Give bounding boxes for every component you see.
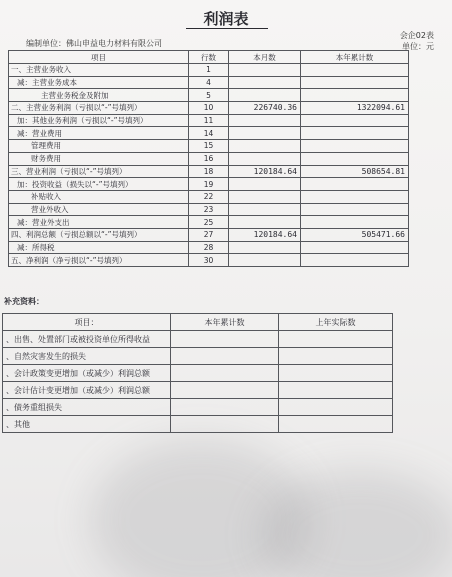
row-line-number: 18 [189, 165, 229, 178]
column-header-ytd: 本年累计数 [301, 51, 409, 64]
row-ytd-value [301, 203, 409, 216]
table-row [9, 64, 409, 77]
column-header-prior-year: 上年实际数 [279, 314, 393, 331]
column-header-ytd: 本年累计数 [171, 314, 279, 331]
column-header-month: 本月数 [229, 51, 301, 64]
row-item: 四、利润总额（亏损总额以“-”号填列） [9, 228, 189, 241]
table-row [9, 152, 409, 165]
table-header-row [3, 314, 393, 331]
document-title: 利润表 [203, 10, 249, 28]
table-row [9, 254, 409, 267]
row-line-number: 1 [189, 64, 229, 77]
row-prior-year-value [279, 348, 393, 365]
table-row [9, 140, 409, 153]
table-row [9, 114, 409, 127]
row-item: 、出售、处置部门或被投资单位所得收益 [3, 331, 171, 348]
table-row [9, 76, 409, 89]
row-month-value [229, 64, 301, 77]
row-month-value [229, 152, 301, 165]
table-row [3, 331, 393, 348]
row-ytd-value: 505471.66 [301, 228, 409, 241]
row-item: 、会计政策变更增加（或减少）利润总额 [3, 365, 171, 382]
row-month-value: 226740.36 [229, 102, 301, 115]
row-line-number: 11 [189, 114, 229, 127]
row-item: 管理费用 [9, 140, 189, 153]
table-row [3, 348, 393, 365]
row-line-number: 5 [189, 89, 229, 102]
supplement-table [2, 313, 393, 433]
table-row [9, 127, 409, 140]
row-item: 、会计估计变更增加（或减少）利润总额 [3, 382, 171, 399]
row-ytd-value [301, 152, 409, 165]
table-row [3, 365, 393, 382]
row-line-number: 27 [189, 228, 229, 241]
row-month-value [229, 216, 301, 229]
row-month-value [229, 241, 301, 254]
row-line-number: 4 [189, 76, 229, 89]
row-month-value: 120184.64 [229, 165, 301, 178]
row-item: 减：营业外支出 [9, 216, 189, 229]
row-item: 减：营业费用 [9, 127, 189, 140]
row-month-value [229, 190, 301, 203]
table-row [9, 178, 409, 191]
column-header-item: 项目： [3, 314, 171, 331]
row-ytd-value [301, 127, 409, 140]
row-line-number: 23 [189, 203, 229, 216]
row-prior-year-value [279, 365, 393, 382]
row-ytd-value [301, 140, 409, 153]
table-row [3, 382, 393, 399]
supplement-label: 补充资料： [4, 297, 44, 306]
row-ytd-value [301, 64, 409, 77]
row-item: 加：其他业务利润（亏损以“-”号填列） [9, 114, 189, 127]
row-item: 二、主营业务利润（亏损以“-”号填列） [9, 102, 189, 115]
row-month-value [229, 203, 301, 216]
row-item: 补贴收入 [9, 190, 189, 203]
row-month-value [229, 178, 301, 191]
company-name: 编制单位：佛山申益电力材料有限公司 [26, 39, 162, 48]
row-line-number: 22 [189, 190, 229, 203]
row-ytd-value [301, 89, 409, 102]
row-ytd-value [301, 114, 409, 127]
row-item: 一、主营业务收入 [9, 64, 189, 77]
row-month-value [229, 114, 301, 127]
row-item: 、其他 [3, 416, 171, 433]
row-ytd-value [301, 216, 409, 229]
row-ytd-value [301, 254, 409, 267]
row-month-value [229, 76, 301, 89]
row-ytd-value [171, 348, 279, 365]
row-prior-year-value [279, 399, 393, 416]
row-item: 减：主营业务成本 [9, 76, 189, 89]
row-ytd-value [301, 76, 409, 89]
row-ytd-value [171, 416, 279, 433]
row-prior-year-value [279, 382, 393, 399]
row-month-value [229, 140, 301, 153]
row-line-number: 10 [189, 102, 229, 115]
row-ytd-value [171, 365, 279, 382]
row-ytd-value [171, 382, 279, 399]
row-ytd-value [301, 241, 409, 254]
row-item: 减：所得税 [9, 241, 189, 254]
row-ytd-value [301, 178, 409, 191]
row-line-number: 16 [189, 152, 229, 165]
row-item: 加：投资收益（损失以“-”号填列） [9, 178, 189, 191]
table-row [9, 165, 409, 178]
row-ytd-value: 508654.81 [301, 165, 409, 178]
table-row [9, 241, 409, 254]
row-month-value: 120184.64 [229, 228, 301, 241]
row-item: 三、营业利润（亏损以“-”号填列） [9, 165, 189, 178]
row-ytd-value [171, 399, 279, 416]
form-code: 会企02表 [399, 31, 434, 40]
column-header-item: 项目 [9, 51, 189, 64]
row-line-number: 14 [189, 127, 229, 140]
table-row [9, 203, 409, 216]
table-header-row [9, 51, 409, 64]
table-row [3, 399, 393, 416]
row-ytd-value: 1322094.61 [301, 102, 409, 115]
row-month-value [229, 254, 301, 267]
table-row [9, 216, 409, 229]
row-line-number: 30 [189, 254, 229, 267]
row-prior-year-value [279, 331, 393, 348]
title-underline [186, 28, 268, 29]
income-statement-table [8, 50, 409, 267]
row-month-value [229, 89, 301, 102]
row-item: 五、净利润（净亏损以“-”号填列） [9, 254, 189, 267]
row-line-number: 28 [189, 241, 229, 254]
row-item: 营业外收入 [9, 203, 189, 216]
row-prior-year-value [279, 416, 393, 433]
table-row [9, 89, 409, 102]
table-row [3, 416, 393, 433]
row-ytd-value [171, 331, 279, 348]
row-item: 、自然灾害发生的损失 [3, 348, 171, 365]
row-item: 财务费用 [9, 152, 189, 165]
row-month-value [229, 127, 301, 140]
table-row [9, 102, 409, 115]
table-row [9, 190, 409, 203]
row-line-number: 19 [189, 178, 229, 191]
row-item: 主营业务税金及附加 [9, 89, 189, 102]
table-row [9, 228, 409, 241]
currency-unit: 单位：元 [402, 42, 434, 51]
column-header-line: 行数 [189, 51, 229, 64]
row-line-number: 25 [189, 216, 229, 229]
row-line-number: 15 [189, 140, 229, 153]
row-item: 、债务重组损失 [3, 399, 171, 416]
row-ytd-value [301, 190, 409, 203]
